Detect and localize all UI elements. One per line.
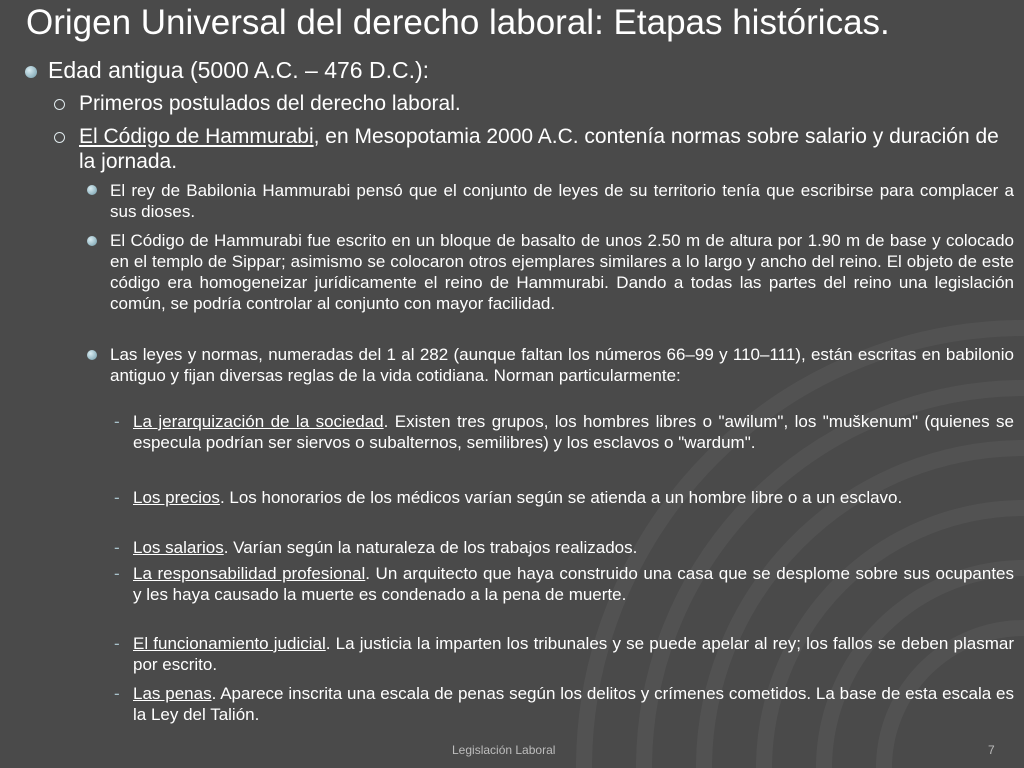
list-item-link[interactable]: Las penas bbox=[133, 684, 212, 703]
dash-marker-icon: - bbox=[114, 488, 120, 507]
bullet-ring-icon bbox=[54, 132, 65, 143]
point-primeros-postulados: Primeros postulados del derecho laboral. bbox=[79, 92, 461, 115]
bullet-dot-icon bbox=[87, 185, 97, 195]
list-item-text: . Los honorarios de los médicos varían según se atienda a un hombre libre o a un esclavo. bbox=[219, 488, 903, 507]
dash-marker-icon: - bbox=[114, 412, 120, 431]
list-item-text: . Aparece inscrita una escala de penas según los delitos y crímenes cometidos. La base de esta escala es la Ley del Talión. bbox=[133, 684, 1015, 724]
codigo-hammurabi-link[interactable]: El Código de Hammurabi bbox=[79, 125, 314, 148]
list-item bbox=[133, 633, 1014, 675]
list-item bbox=[133, 563, 1014, 605]
slide-title: Origen Universal del derecho laboral: Etapas históricas. bbox=[26, 3, 890, 42]
bullet-dot-icon bbox=[87, 350, 97, 360]
dash-marker-icon: - bbox=[114, 538, 120, 557]
list-item-link[interactable]: Los salarios bbox=[133, 538, 224, 557]
list-item-link[interactable]: El funcionamiento judicial bbox=[133, 634, 326, 653]
paragraph-codigo-basalto: El Código de Hammurabi fue escrito en un bloque de basalto de unos 2.50 m de altura por 1.90 m de base y colocado en el templo de Sippar; asimismo se colocaron otros ejemplares similares a lo largo y ancho del reino. El objeto de este código era homogeneizar jurídicamente el reino de Hammurabi. Dando a todas las partes del reino una legislación común, se podría controlar al conjunto con mayor facilidad. bbox=[110, 231, 1014, 313]
list-item-link[interactable]: Los precios bbox=[133, 488, 220, 507]
list-item-text: . Un arquitecto que haya construido una casa que se desplome sobre sus ocupantes y les haya causado la muerte es condenado a la pena de muerte. bbox=[133, 564, 1014, 604]
bullet-dot-icon bbox=[87, 236, 97, 246]
list-item-text: . La justicia la imparten los tribunales y se puede apelar al rey; los fallos se deben plasmar por escrito. bbox=[133, 634, 1014, 674]
paragraph-leyes-normas: Las leyes y normas, numeradas del 1 al 282 (aunque faltan los números 66–99 y 110–111), están escritas en babilonio antiguo y fijan diversas reglas de la vida cotidiana. Norman particularmente: bbox=[110, 345, 1014, 385]
bullet-dot-icon bbox=[25, 66, 37, 78]
dash-marker-icon: - bbox=[114, 684, 120, 703]
footer-label: Legislación Laboral bbox=[452, 743, 556, 757]
point-codigo-hammurabi bbox=[79, 124, 1019, 174]
heading-edad-antigua: Edad antigua (5000 A.C. – 476 D.C.): bbox=[48, 57, 430, 83]
paragraph-rey-babilonia: El rey de Babilonia Hammurabi pensó que el conjunto de leyes de su territorio tenía que escribirse para complacer a sus dioses. bbox=[110, 181, 1014, 221]
list-item bbox=[133, 411, 1014, 453]
list-item-link[interactable]: La jerarquización de la sociedad bbox=[133, 412, 384, 431]
page-number: 7 bbox=[988, 743, 995, 757]
list-item bbox=[133, 537, 1014, 558]
list-item-link[interactable]: La responsabilidad profesional bbox=[133, 564, 366, 583]
list-item-text: . Existen tres grupos, los hombres libres o "awilum", los "muškenum" (quienes se especula podrían ser siervos o subalternos, semilibres) y los esclavos o "wardum". bbox=[133, 412, 1014, 452]
codigo-hammurabi-text: , en Mesopotamia 2000 A.C. contenía normas sobre salario y duración de la jornada. bbox=[79, 125, 999, 173]
bullet-ring-icon bbox=[54, 99, 65, 110]
list-item bbox=[133, 487, 1014, 508]
dash-marker-icon: - bbox=[114, 634, 120, 653]
list-item bbox=[133, 683, 1014, 725]
dash-marker-icon: - bbox=[114, 564, 120, 583]
list-item-text: . Varían según la naturaleza de los trabajos realizados. bbox=[223, 538, 638, 557]
